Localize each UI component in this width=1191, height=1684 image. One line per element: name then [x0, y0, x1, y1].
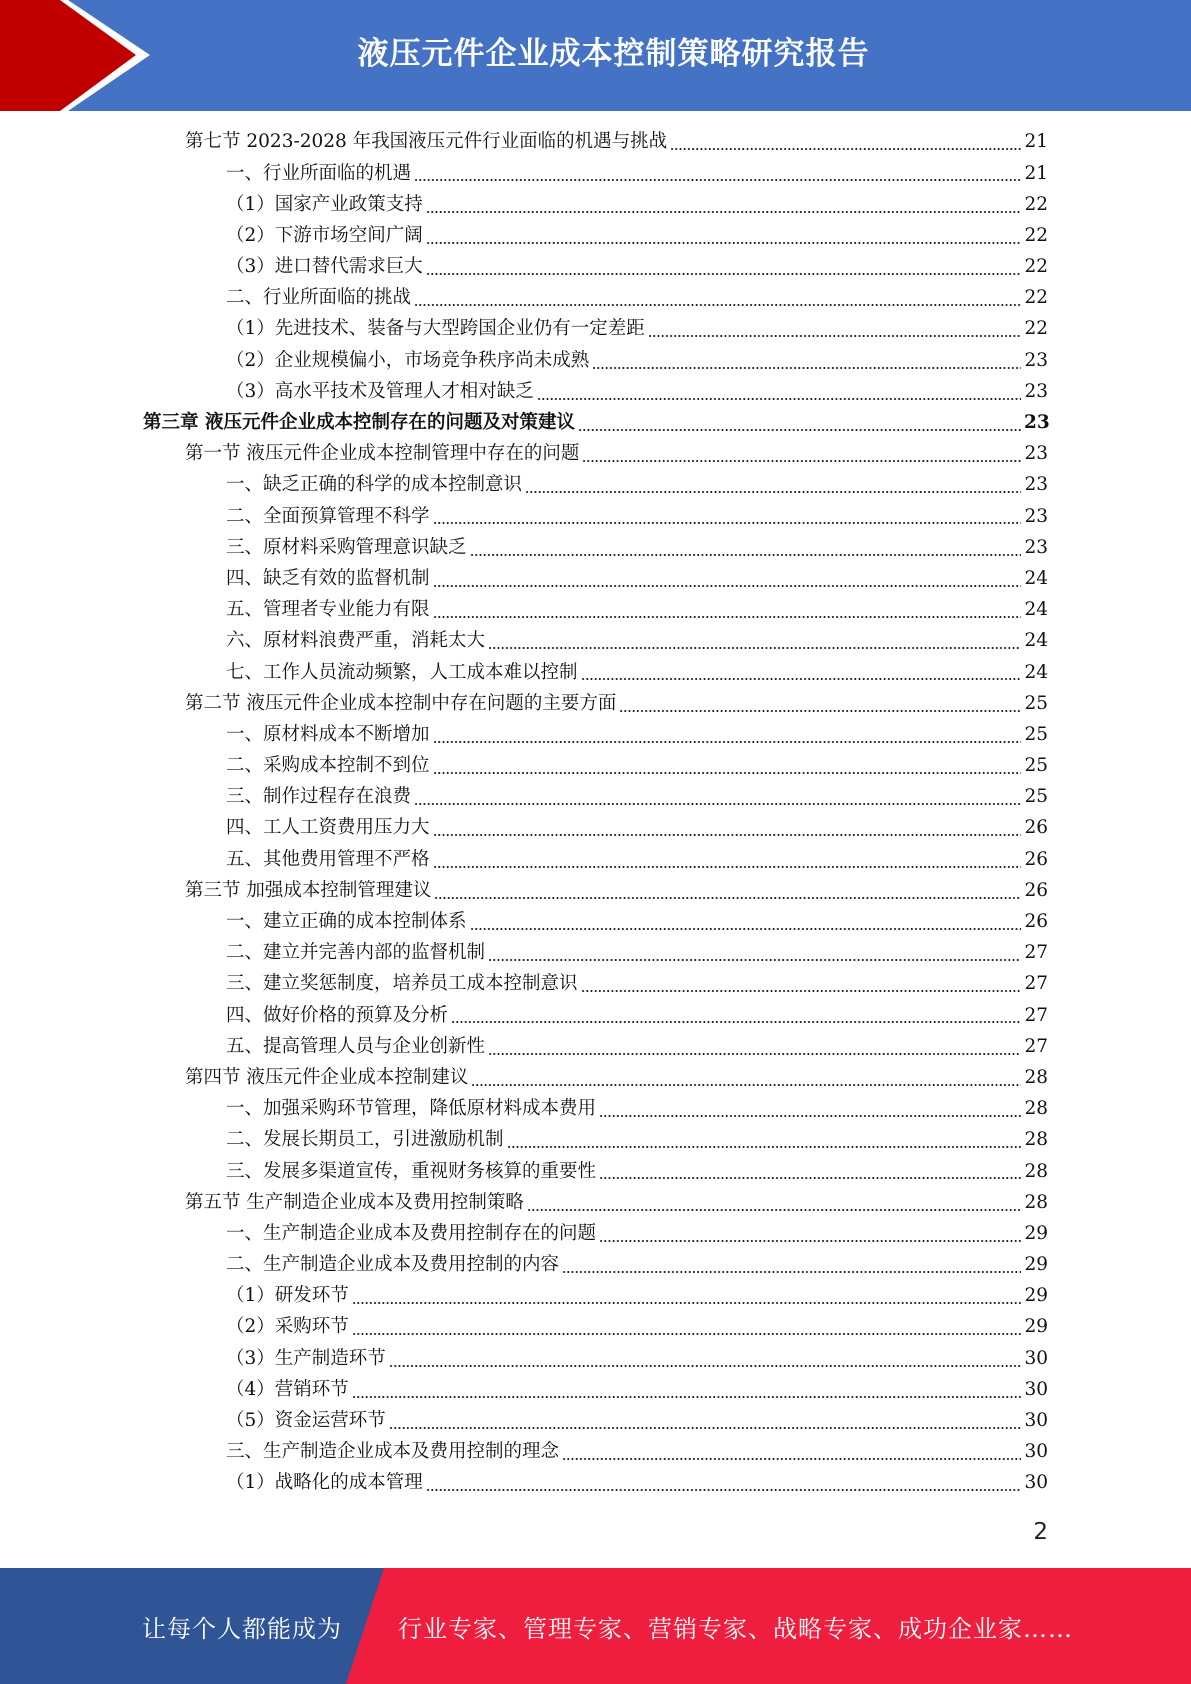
toc-entry-title: 六、原材料浪费严重，消耗太大 — [226, 630, 486, 652]
toc-dot-leader — [562, 1271, 1021, 1273]
toc-dot-leader — [670, 148, 1021, 150]
toc-dot-leader — [433, 866, 1021, 868]
toc-entry-page: 23 — [1024, 349, 1048, 371]
toc-entry-title: （4）营销环节 — [226, 1378, 349, 1400]
toc-entry-title: （3）高水平技术及管理人才相对缺乏 — [226, 380, 534, 402]
toc-entry[interactable] — [0, 345, 1191, 376]
toc-entry-page: 23 — [1024, 380, 1048, 402]
toc-dot-leader — [433, 772, 1021, 774]
toc-dot-leader — [599, 1177, 1021, 1179]
toc-entry[interactable] — [0, 1156, 1191, 1187]
toc-entry-page: 23 — [1024, 536, 1048, 558]
toc-entry-title: 第五节 生产制造企业成本及费用控制策略 — [185, 1191, 524, 1213]
toc-entry-title: 三、生产制造企业成本及费用控制的理念 — [226, 1441, 560, 1463]
toc-dot-leader — [433, 741, 1021, 743]
toc-dot-leader — [426, 1489, 1021, 1491]
toc-dot-leader — [648, 335, 1021, 337]
toc-entry-page: 28 — [1024, 1066, 1048, 1088]
toc-entry[interactable] — [0, 720, 1191, 751]
toc-entry-page: 25 — [1024, 692, 1048, 714]
toc-entry[interactable] — [0, 1000, 1191, 1031]
toc-entry-title: （1）战略化的成本管理 — [226, 1472, 423, 1494]
toc-entry-page: 22 — [1024, 193, 1048, 215]
toc-entry-page: 26 — [1024, 848, 1048, 870]
toc-entry[interactable] — [0, 564, 1191, 595]
toc-dot-leader — [352, 1302, 1021, 1304]
toc-entry-page: 30 — [1024, 1472, 1048, 1494]
toc-entry-page: 30 — [1024, 1378, 1048, 1400]
toc-entry[interactable] — [0, 1187, 1191, 1218]
toc-entry-page: 23 — [1024, 474, 1048, 496]
toc-entry[interactable] — [0, 813, 1191, 844]
toc-entry[interactable] — [0, 1343, 1191, 1374]
toc-dot-leader — [352, 1333, 1021, 1335]
toc-entry-title: 一、缺乏正确的科学的成本控制意识 — [226, 474, 523, 496]
toc-entry-page: 23 — [1024, 412, 1050, 434]
toc-entry-page: 22 — [1024, 256, 1048, 278]
toc-entry-title: 二、建立并完善内部的监督机制 — [226, 942, 486, 964]
toc-entry-page: 29 — [1024, 1285, 1048, 1307]
toc-entry[interactable] — [0, 252, 1191, 283]
toc-dot-leader — [414, 803, 1021, 805]
toc-dot-leader — [599, 1240, 1021, 1242]
toc-entry-title: （2）采购环节 — [226, 1316, 349, 1338]
toc-entry[interactable] — [0, 782, 1191, 813]
toc-entry[interactable] — [0, 1094, 1191, 1125]
toc-dot-leader — [581, 990, 1021, 992]
toc-dot-leader — [527, 1209, 1021, 1211]
toc-entry[interactable] — [0, 1250, 1191, 1281]
toc-entry-title: 二、全面预算管理不科学 — [226, 505, 430, 527]
toc-dot-leader — [619, 710, 1021, 712]
toc-entry[interactable] — [0, 314, 1191, 345]
toc-entry-page: 29 — [1024, 1316, 1048, 1338]
toc-entry-page: 30 — [1024, 1441, 1048, 1463]
toc-dot-leader — [389, 1427, 1021, 1429]
toc-entry-title: 一、生产制造企业成本及费用控制存在的问题 — [226, 1222, 597, 1244]
toc-dot-leader — [599, 1115, 1021, 1117]
toc-dot-leader — [414, 304, 1021, 306]
toc-entry-page: 21 — [1024, 131, 1048, 153]
toc-entry[interactable] — [0, 1125, 1191, 1156]
toc-entry-page: 29 — [1024, 1222, 1048, 1244]
toc-dot-leader — [414, 179, 1021, 181]
toc-entry-title: 四、工人工资费用压力大 — [226, 817, 430, 839]
toc-dot-leader — [488, 959, 1021, 961]
toc-entry-page: 30 — [1024, 1410, 1048, 1432]
toc-entry-title: 三、建立奖惩制度，培养员工成本控制意识 — [226, 973, 578, 995]
toc-dot-leader — [434, 897, 1021, 899]
toc-entry-title: （1）先进技术、装备与大型跨国企业仍有一定差距 — [226, 318, 645, 340]
toc-dot-leader — [537, 398, 1021, 400]
toc-entry-title: 五、提高管理人员与企业创新性 — [226, 1035, 486, 1057]
toc-dot-leader — [525, 491, 1021, 493]
toc-dot-leader — [433, 834, 1021, 836]
toc-entry-page: 25 — [1024, 723, 1048, 745]
toc-entry[interactable] — [0, 408, 1191, 439]
toc-dot-leader — [389, 1365, 1021, 1367]
toc-entry[interactable] — [0, 688, 1191, 719]
toc-entry[interactable] — [0, 283, 1191, 314]
toc-entry-title: （1）研发环节 — [226, 1285, 349, 1307]
toc-dot-leader — [433, 585, 1021, 587]
toc-entry-title: 一、建立正确的成本控制体系 — [226, 911, 467, 933]
toc-entry[interactable] — [0, 907, 1191, 938]
toc-entry-title: 第一节 液压元件企业成本控制管理中存在的问题 — [185, 443, 580, 465]
toc-entry-page: 26 — [1024, 817, 1048, 839]
toc-entry[interactable] — [0, 501, 1191, 532]
toc-dot-leader — [426, 242, 1021, 244]
toc-entry[interactable] — [0, 1406, 1191, 1437]
toc-entry-title: （5）资金运营环节 — [226, 1410, 386, 1432]
toc-entry-title: 三、原材料采购管理意识缺乏 — [226, 536, 467, 558]
toc-entry-page: 27 — [1024, 1004, 1048, 1026]
toc-entry[interactable] — [0, 470, 1191, 501]
toc-entry[interactable] — [0, 377, 1191, 408]
toc-entry-page: 21 — [1024, 162, 1048, 184]
toc-dot-leader — [562, 1458, 1021, 1460]
toc-entry-page: 28 — [1024, 1160, 1048, 1182]
toc-entry-page: 24 — [1024, 599, 1048, 621]
toc-entry-title: 四、做好价格的预算及分析 — [226, 1004, 449, 1026]
toc-entry-title: （2）下游市场空间广阔 — [226, 224, 423, 246]
toc-entry-page: 24 — [1024, 630, 1048, 652]
toc-entry-title: 四、缺乏有效的监督机制 — [226, 567, 430, 589]
toc-entry-page: 24 — [1024, 567, 1048, 589]
report-title: 液压元件企业成本控制策略研究报告 — [357, 35, 870, 72]
toc-entry[interactable] — [0, 221, 1191, 252]
toc-entry[interactable] — [0, 1031, 1191, 1062]
footer-slogan-right: 行业专家、管理专家、营销专家、战略专家、成功企业家…… — [398, 1614, 1073, 1643]
toc-entry-title: 一、原材料成本不断增加 — [226, 723, 430, 745]
toc-entry-title: 一、加强采购环节管理，降低原材料成本费用 — [226, 1098, 597, 1120]
toc-entry-title: 第三章 液压元件企业成本控制存在的问题及对策建议 — [143, 412, 575, 434]
toc-entry[interactable] — [0, 158, 1191, 189]
toc-entry[interactable] — [0, 844, 1191, 875]
toc-entry-title: 二、生产制造企业成本及费用控制的内容 — [226, 1254, 560, 1276]
toc-entry-title: （3）进口替代需求巨大 — [226, 256, 423, 278]
toc-dot-leader — [592, 367, 1021, 369]
toc-entry-title: 三、制作过程存在浪费 — [226, 786, 412, 808]
toc-entry-page: 26 — [1024, 911, 1048, 933]
toc-dot-leader — [488, 647, 1021, 649]
page-footer — [0, 1568, 1191, 1684]
toc-entry[interactable] — [0, 439, 1191, 470]
toc-entry[interactable] — [0, 1375, 1191, 1406]
toc-dot-leader — [488, 1053, 1021, 1055]
toc-dot-leader — [352, 1396, 1021, 1398]
toc-entry[interactable] — [0, 1219, 1191, 1250]
toc-dot-leader — [471, 1084, 1021, 1086]
toc-dot-leader — [433, 522, 1021, 524]
toc-entry-title: 第二节 液压元件企业成本控制中存在问题的主要方面 — [185, 692, 617, 714]
page-number: 2 — [1033, 1519, 1048, 1545]
toc-dot-leader — [507, 1146, 1021, 1148]
toc-entry[interactable] — [0, 626, 1191, 657]
toc-entry-title: 二、采购成本控制不到位 — [226, 755, 430, 777]
toc-entry-title: （3）生产制造环节 — [226, 1347, 386, 1369]
toc-entry-title: 第四节 液压元件企业成本控制建议 — [185, 1066, 469, 1088]
toc-entry-title: 第七节 2023-2028 年我国液压元件行业面临的机遇与挑战 — [185, 131, 668, 153]
toc-dot-leader — [582, 460, 1021, 462]
page-header — [0, 0, 1191, 111]
toc-entry-title: （2）企业规模偏小，市场竞争秩序尚未成熟 — [226, 349, 590, 371]
toc-entry-page: 23 — [1024, 505, 1048, 527]
footer-slogan-left: 让每个人都能成为 — [142, 1614, 342, 1643]
toc-entry-title: 三、发展多渠道宣传，重视财务核算的重要性 — [226, 1160, 597, 1182]
table-of-contents — [0, 127, 1191, 1499]
toc-entry-title: 五、管理者专业能力有限 — [226, 599, 430, 621]
toc-entry-page: 23 — [1024, 443, 1048, 465]
toc-entry[interactable] — [0, 751, 1191, 782]
toc-entry-page: 27 — [1024, 942, 1048, 964]
toc-entry[interactable] — [0, 938, 1191, 969]
toc-dot-leader — [470, 554, 1021, 556]
toc-entry-page: 29 — [1024, 1254, 1048, 1276]
toc-entry-page: 28 — [1024, 1098, 1048, 1120]
toc-entry-title: 二、发展长期员工，引进激励机制 — [226, 1129, 504, 1151]
toc-entry-page: 27 — [1024, 973, 1048, 995]
toc-entry-page: 27 — [1024, 1035, 1048, 1057]
toc-dot-leader — [470, 928, 1021, 930]
toc-entry-title: 第三节 加强成本控制管理建议 — [185, 879, 432, 901]
toc-entry[interactable] — [0, 127, 1191, 158]
toc-entry[interactable] — [0, 532, 1191, 563]
toc-dot-leader — [578, 429, 1021, 431]
toc-entry-title: 五、其他费用管理不严格 — [226, 848, 430, 870]
toc-entry-page: 26 — [1024, 879, 1048, 901]
toc-entry-title: （1）国家产业政策支持 — [226, 193, 423, 215]
toc-entry[interactable] — [0, 969, 1191, 1000]
toc-entry-page: 22 — [1024, 287, 1048, 309]
toc-entry[interactable] — [0, 595, 1191, 626]
toc-dot-leader — [426, 211, 1021, 213]
toc-entry-page: 22 — [1024, 318, 1048, 340]
toc-entry[interactable] — [0, 1437, 1191, 1468]
toc-entry-page: 25 — [1024, 786, 1048, 808]
toc-entry[interactable] — [0, 657, 1191, 688]
toc-entry[interactable] — [0, 1312, 1191, 1343]
toc-entry-title: 一、行业所面临的机遇 — [226, 162, 412, 184]
toc-entry-page: 25 — [1024, 755, 1048, 777]
toc-entry[interactable] — [0, 1063, 1191, 1094]
toc-entry[interactable] — [0, 1281, 1191, 1312]
toc-entry-page: 28 — [1024, 1129, 1048, 1151]
toc-entry[interactable] — [0, 1468, 1191, 1499]
toc-entry[interactable] — [0, 189, 1191, 220]
toc-entry-title: 七、工作人员流动频繁，人工成本难以控制 — [226, 661, 578, 683]
toc-entry-page: 24 — [1024, 661, 1048, 683]
toc-dot-leader — [451, 1021, 1021, 1023]
toc-entry-title: 二、行业所面临的挑战 — [226, 287, 412, 309]
toc-entry-page: 28 — [1024, 1191, 1048, 1213]
toc-entry-page: 22 — [1024, 224, 1048, 246]
toc-dot-leader — [581, 678, 1021, 680]
toc-entry[interactable] — [0, 876, 1191, 907]
toc-dot-leader — [426, 273, 1021, 275]
toc-dot-leader — [433, 616, 1021, 618]
toc-entry-page: 30 — [1024, 1347, 1048, 1369]
